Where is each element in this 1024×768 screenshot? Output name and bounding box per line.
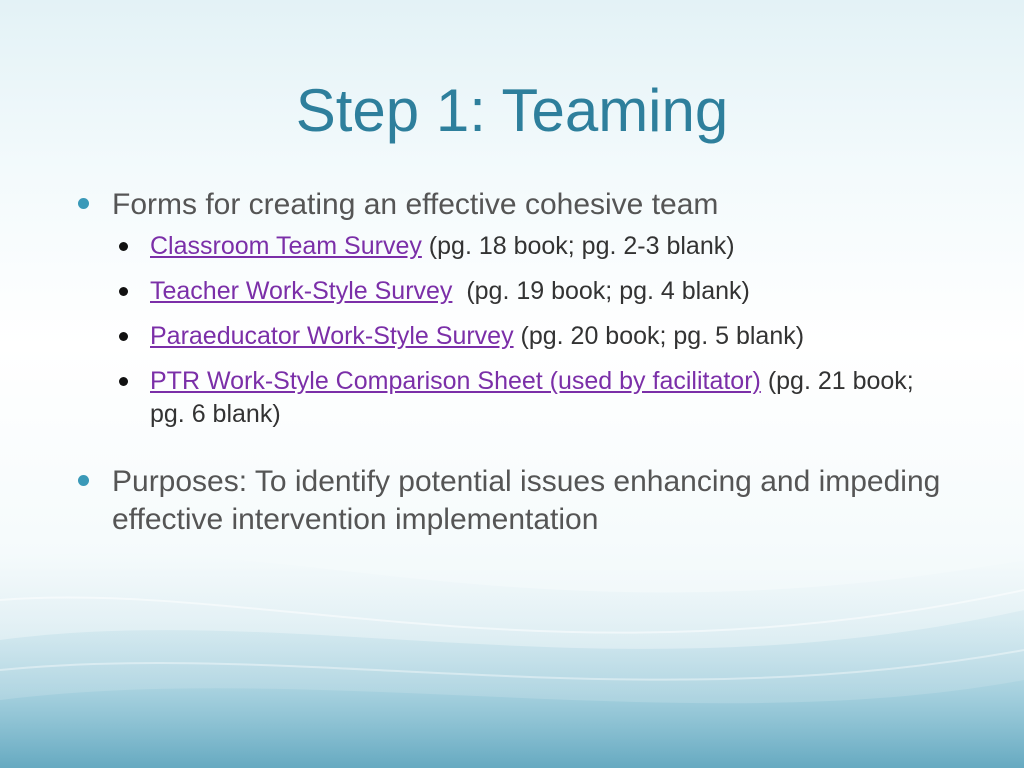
sub-item-note: (pg. 18 book; pg. 2-3 blank) (421, 232, 735, 260)
bullet-dot-icon (119, 332, 128, 341)
teacher-work-style-survey-link[interactable]: Teacher Work-Style Survey (150, 277, 453, 305)
classroom-team-survey-link[interactable]: Classroom Team Survey (150, 232, 422, 260)
sub-item-classroom-team-survey (78, 230, 948, 263)
bullet-dot-icon (78, 198, 89, 209)
bullet-purposes-text: Purposes: To identify potential issues enhancing and impeding effective intervention implementation (112, 465, 941, 536)
bullet-purposes (78, 463, 948, 539)
sub-item-note: (pg. 20 book; pg. 5 blank) (513, 322, 805, 350)
sub-item-teacher-work-style-survey (78, 275, 948, 308)
bullet-dot-icon (78, 475, 89, 486)
bullet-forms (78, 186, 948, 224)
sub-item-note: (pg. 21 book; pg. 6 blank) (150, 367, 914, 428)
slide-content (78, 186, 948, 539)
sub-item-ptr-comparison-sheet (78, 365, 948, 431)
ptr-comparison-sheet-link[interactable]: PTR Work-Style Comparison Sheet (used by facilitator) (150, 367, 761, 395)
bullet-dot-icon (119, 287, 128, 296)
sub-item-paraeducator-work-style-survey (78, 320, 948, 353)
paraeducator-work-style-survey-link[interactable]: Paraeducator Work-Style Survey (150, 322, 514, 350)
forms-sublist (78, 230, 948, 431)
bullet-forms-text: Forms for creating an effective cohesive team (112, 188, 719, 221)
sub-item-note: (pg. 19 book; pg. 4 blank) (452, 277, 750, 305)
bullet-dot-icon (119, 377, 128, 386)
slide-title: Step 1: Teaming (295, 77, 729, 144)
bullet-dot-icon (119, 242, 128, 251)
